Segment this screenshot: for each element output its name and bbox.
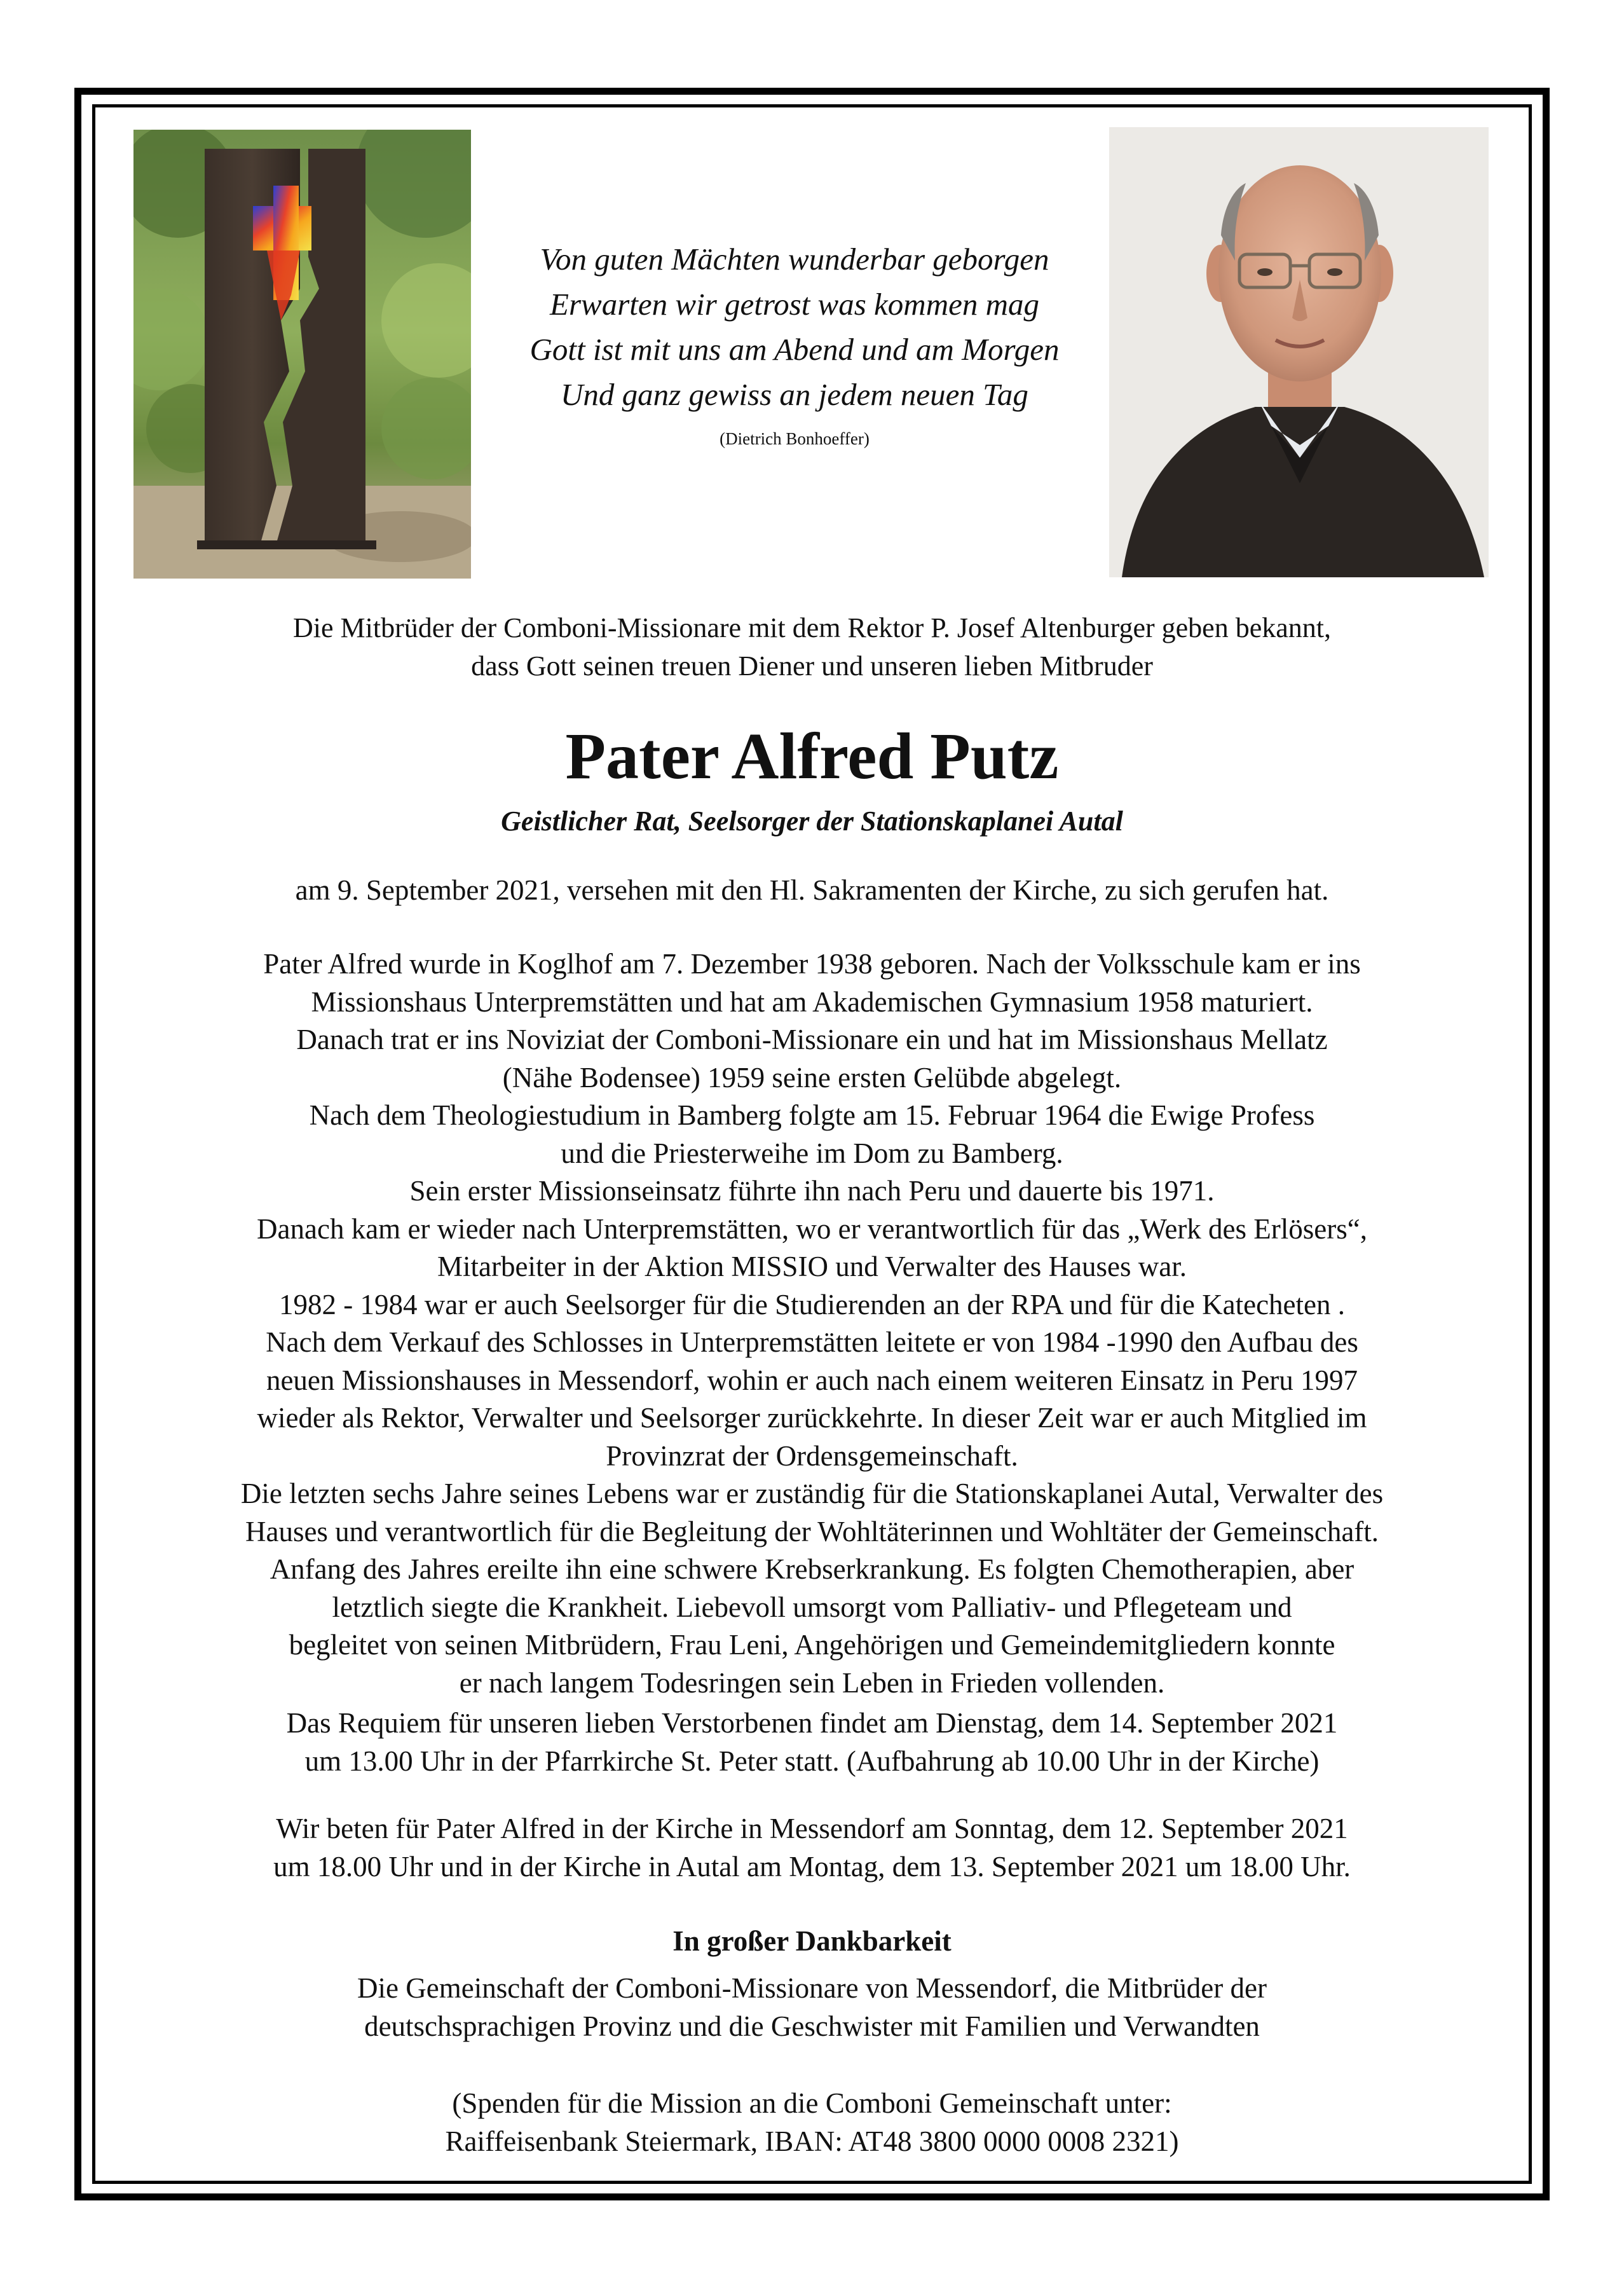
biography-line: begleitet von seinen Mitbrüdern, Frau Leni, Angehörigen und Gemeindemitgliedern konnte	[289, 1629, 1335, 1661]
requiem-line: Das Requiem für unseren lieben Verstorbenen findet am Dienstag, dem 14. September 2021	[286, 1707, 1338, 1739]
intro-line: Die Mitbrüder der Comboni-Missionare mit dem Rektor P. Josef Altenburger geben bekannt,	[292, 612, 1331, 643]
mourners-line: deutschsprachigen Provinz und die Geschwister mit Familien und Verwandten	[364, 2010, 1260, 2042]
mourners	[146, 1969, 1478, 2045]
biography-line: Sein erster Missionseinsatz führte ihn nach Peru und dauerte bis 1971.	[409, 1175, 1215, 1207]
poem-line: Gott ist mit uns am Abend und am Morgen	[529, 332, 1060, 367]
biography-line: Danach trat er ins Noviziat der Comboni-Missionare ein und hat im Missionshaus Mellatz	[296, 1024, 1328, 1055]
biography-line: (Nähe Bodensee) 1959 seine ersten Gelübde abgelegt.	[502, 1061, 1122, 1094]
bonhoeffer-poem	[483, 237, 1106, 451]
requiem-info	[146, 1704, 1478, 1780]
portrait-photo	[1109, 127, 1489, 577]
biography-line: Nach dem Theologiestudium in Bamberg folgte am 15. Februar 1964 die Ewige Profess	[309, 1099, 1315, 1131]
prayer-line: Wir beten für Pater Alfred in der Kirche in Messendorf am Sonntag, dem 12. September 2021	[276, 1813, 1348, 1844]
biography-line: Anfang des Jahres ereilte ihn eine schwere Krebserkrankung. Es folgten Chemotherapien, aber	[270, 1553, 1354, 1585]
announcement-intro	[146, 609, 1478, 685]
biography-line: 1982 - 1984 war er auch Seelsorger für die Studierenden an der RPA und für die Katecheten .	[278, 1288, 1346, 1321]
deceased-name: Pater Alfred Putz	[565, 720, 1059, 793]
death-notice: am 9. September 2021, versehen mit den Hl. Sakramenten der Kirche, zu sich gerufen hat.	[295, 874, 1329, 906]
biography-line: Missionshaus Unterpremstätten und hat am Akademischen Gymnasium 1958 maturiert.	[311, 985, 1313, 1018]
biography-line: letztlich siegte die Krankheit. Liebevoll umsorgt vom Palliativ- und Pflegeteam und	[332, 1591, 1292, 1623]
donation-info	[146, 2084, 1478, 2160]
prayer-info	[146, 1809, 1478, 1886]
donation-line: (Spenden für die Mission an die Comboni Gemeinschaft unter:	[452, 2087, 1172, 2119]
biography-line: Pater Alfred wurde in Koglhof am 7. Dezember 1938 geboren. Nach der Volksschule kam er ins	[263, 948, 1361, 980]
biography-line: Die letzten sechs Jahre seines Lebens war er zuständig für die Stationskaplanei Autal, Verwalter des	[240, 1478, 1384, 1509]
biography	[140, 945, 1484, 1702]
requiem-line: um 13.00 Uhr in der Pfarrkirche St. Peter statt. (Aufbahrung ab 10.00 Uhr in der Kirche)	[304, 1745, 1320, 1777]
biography-line: er nach langem Todesringen sein Leben in Frieden vollenden.	[459, 1666, 1165, 1699]
biography-line: Nach dem Verkauf des Schlosses in Unterpremstätten leitete er von 1984 -1990 den Aufbau des	[266, 1326, 1358, 1358]
donation-line: Raiffeisenbank Steiermark, IBAN: AT48 3800 0000 0008 2321)	[445, 2125, 1179, 2157]
intro-line: dass Gott seinen treuen Diener und unseren lieben Mitbruder	[471, 650, 1153, 682]
poem-author: (Dietrich Bonhoeffer)	[720, 429, 870, 448]
biography-line: Hauses und verantwortlich für die Begleitung der Wohltäterinnen und Wohltäter der Gemeinschaft.	[245, 1515, 1379, 1547]
biography-line: Provinzrat der Ordensgemeinschaft.	[606, 1439, 1018, 1472]
biography-line: Mitarbeiter in der Aktion MISSIO und Verwalter des Hauses war.	[437, 1251, 1187, 1282]
biography-line: und die Priesterweihe im Dom zu Bamberg.	[561, 1137, 1063, 1169]
mourners-line: Die Gemeinschaft der Comboni-Missionare von Messendorf, die Mitbrüder der	[357, 1972, 1267, 2004]
biography-line: wieder als Rektor, Verwalter und Seelsorger zurückkehrte. In dieser Zeit war er auch Mitglied im	[257, 1402, 1367, 1434]
poem-line: Von guten Mächten wunderbar geborgen	[540, 242, 1049, 277]
memorial-sculpture-photo	[133, 130, 471, 579]
biography-line: neuen Missionshauses in Messendorf, wohin er auch nach einem weiteren Einsatz in Peru 1997	[266, 1364, 1358, 1396]
gratitude-heading: In großer Dankbarkeit	[672, 1925, 952, 1957]
poem-line: Und ganz gewiss an jedem neuen Tag	[561, 377, 1028, 412]
biography-line: Danach kam er wieder nach Unterpremstätten, wo er verantwortlich für das „Werk des Erlösers“,	[257, 1212, 1367, 1245]
deceased-title: Geistlicher Rat, Seelsorger der Stationskaplanei Autal	[501, 806, 1123, 837]
poem-line: Erwarten wir getrost was kommen mag	[550, 287, 1039, 322]
prayer-line: um 18.00 Uhr und in der Kirche in Autal am Montag, dem 13. September 2021 um 18.00 Uhr.	[273, 1851, 1351, 1883]
